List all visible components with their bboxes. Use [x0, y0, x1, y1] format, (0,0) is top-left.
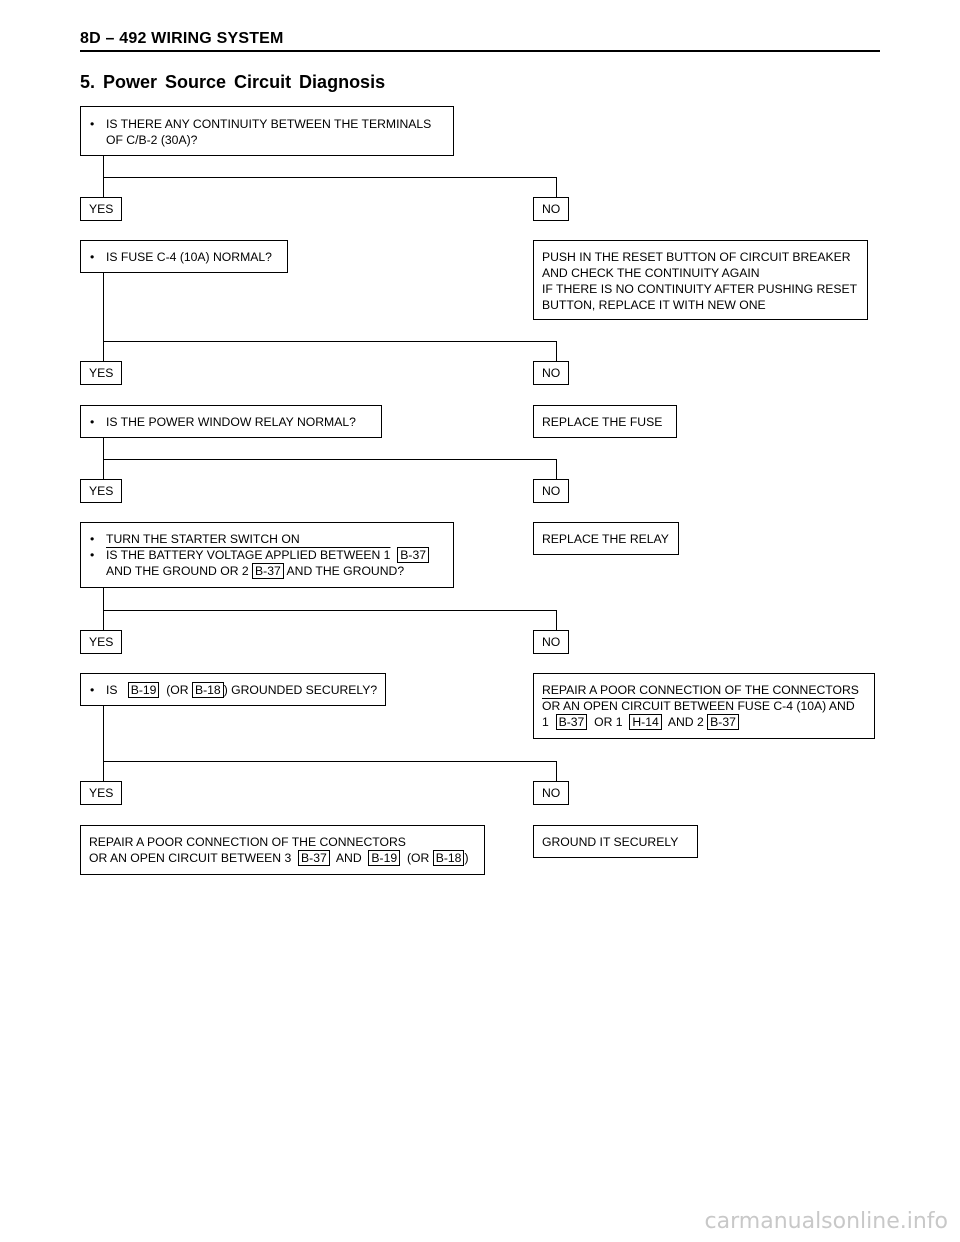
step-line: [89, 547, 445, 563]
section-title: 5. Power Source Circuit Diagnosis: [80, 72, 386, 92]
step-line: GROUND IT SECURELY: [542, 835, 679, 849]
connector-line: [103, 761, 556, 762]
connector-line: [103, 155, 104, 197]
connector-ref: B-18: [433, 850, 465, 866]
connector-line: [556, 177, 557, 197]
connector-line: [556, 341, 557, 361]
step-line: REPAIR A POOR CONNECTION OF THE CONNECTORS: [542, 683, 859, 697]
no-label: NO: [533, 197, 569, 221]
action-repair-connectors-ground: [80, 825, 485, 875]
watermark: carmanualsonline.info: [704, 1209, 948, 1234]
step-line: REPLACE THE FUSE: [542, 415, 663, 429]
connector-ref: B-18: [192, 682, 224, 698]
step-line: [89, 682, 377, 698]
connector-ref: B-37: [298, 850, 330, 866]
connector-line: [103, 610, 556, 611]
step-line: • TURN THE STARTER SWITCH ON: [89, 531, 445, 547]
step-line: OF C/B-2 (30A)?: [106, 133, 198, 147]
step-text: AND 2: [667, 715, 704, 729]
step-text: OR AN OPEN CIRCUIT BETWEEN 3: [89, 851, 292, 865]
step-text: (OR: [406, 851, 430, 865]
yes-label: YES: [80, 630, 122, 654]
step-text: IS: [106, 683, 118, 697]
no-label: NO: [533, 479, 569, 503]
step-fuse-normal: [80, 240, 288, 273]
step-text: REPAIR A POOR CONNECTION OF THE CONNECTORS: [89, 835, 406, 849]
step-line: [89, 563, 445, 579]
action-reset-circuit-breaker: [533, 240, 868, 320]
step-continuity-cb2: [80, 106, 454, 156]
step-text: AND THE GROUND?: [286, 564, 405, 578]
step-text: 1: [542, 715, 549, 729]
connector-line: [103, 341, 556, 342]
header-rule: [80, 50, 880, 52]
action-replace-relay: [533, 522, 679, 555]
step-text: ) GROUNDED SECURELY?: [223, 683, 378, 697]
connector-line: [556, 761, 557, 781]
step-text: AND: [335, 851, 362, 865]
connector-ref: B-19: [368, 850, 400, 866]
connector-line: [103, 588, 104, 630]
connector-line: [103, 177, 556, 178]
connector-ref: B-37: [397, 547, 429, 563]
step-text: ): [464, 851, 469, 865]
step-relay-normal: [80, 405, 382, 438]
yes-label: YES: [80, 361, 122, 385]
step-ground-secure: [80, 673, 386, 706]
step-line: BUTTON, REPLACE IT WITH NEW ONE: [542, 298, 766, 312]
step-text: OR 1: [594, 715, 623, 729]
action-repair-connectors-fuse: [533, 673, 875, 739]
connector-line: [103, 272, 104, 361]
step-battery-voltage: [80, 522, 454, 588]
step-line: [542, 714, 866, 730]
connector-ref: B-37: [556, 714, 588, 730]
connector-line: [556, 610, 557, 630]
connector-ref: B-37: [707, 714, 739, 730]
connector-line: [556, 459, 557, 479]
step-line: IF THERE IS NO CONTINUITY AFTER PUSHING RESET: [542, 282, 858, 296]
step-text: AND THE GROUND OR 2: [106, 564, 249, 578]
action-replace-fuse: [533, 405, 677, 438]
step-line: PUSH IN THE RESET BUTTON OF CIRCUIT BREAKER: [542, 250, 851, 264]
step-line: • IS THERE ANY CONTINUITY BETWEEN THE TERMINALS: [89, 116, 445, 132]
connector-ref: B-19: [128, 682, 160, 698]
step-text: IS THE BATTERY VOLTAGE APPLIED BETWEEN 1: [106, 548, 391, 562]
no-label: NO: [533, 781, 569, 805]
step-line: AND CHECK THE CONTINUITY AGAIN: [542, 266, 760, 280]
yes-label: YES: [80, 781, 122, 805]
action-ground-securely: [533, 825, 698, 858]
connector-ref: B-37: [252, 563, 284, 579]
step-line: OR AN OPEN CIRCUIT BETWEEN FUSE C-4 (10A) AND: [542, 699, 855, 713]
step-line: • IS FUSE C-4 (10A) NORMAL?: [89, 249, 279, 265]
yes-label: YES: [80, 197, 122, 221]
no-label: NO: [533, 630, 569, 654]
step-line: [89, 850, 476, 866]
step-line: REPLACE THE RELAY: [542, 532, 669, 546]
yes-label: YES: [80, 479, 122, 503]
step-text: (OR: [166, 683, 189, 697]
step-line: • IS THE POWER WINDOW RELAY NORMAL?: [89, 414, 373, 430]
page-header: 8D – 492 WIRING SYSTEM: [80, 30, 284, 47]
connector-ref: H-14: [629, 714, 661, 730]
connector-line: [103, 459, 556, 460]
connector-line: [103, 706, 104, 781]
no-label: NO: [533, 361, 569, 385]
step-line: [89, 834, 476, 850]
